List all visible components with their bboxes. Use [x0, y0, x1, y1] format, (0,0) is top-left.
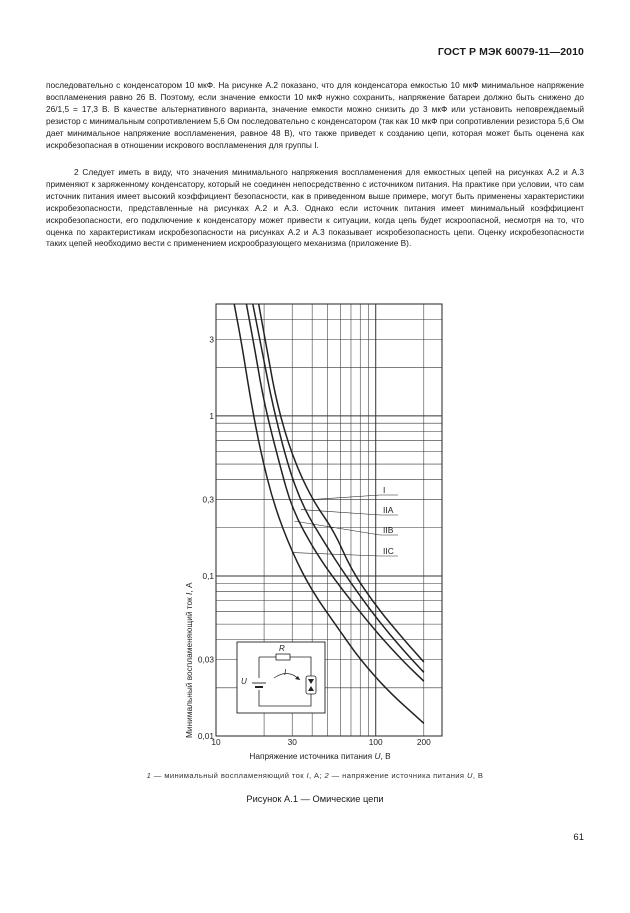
inset-resistor-label: R: [279, 644, 285, 653]
series-label-iib: IIB: [383, 525, 394, 535]
x-axis-title-suffix: , В: [380, 751, 391, 761]
series-label-i: I: [383, 485, 386, 495]
figure-legend-notes: [0, 771, 630, 780]
note-2-var: U: [466, 771, 473, 780]
x-tick-label: 100: [368, 737, 383, 747]
page-number: 61: [573, 832, 584, 843]
y-tick-label: 0,1: [202, 570, 214, 581]
document-code: ГОСТ Р МЭК 60079-11—2010: [437, 46, 584, 58]
inset-voltage-label: U: [241, 677, 247, 686]
y-axis-title-var: I: [184, 592, 194, 595]
y-tick-label: 3: [209, 334, 214, 345]
y-axis-title: [184, 582, 194, 738]
paragraph-2: 2 Следует иметь в виду, что значения минимального напряжения воспламенения для емкостных цепей на рисунках А.2 и А.3 применяют к заряженному конденсатору, который не соединен непосредственно с источником питания. На практике при условии, что сам источник питания имеет высокий коэффициент безопасности, как в приведенном выше примере, могут быть применены характеристики искробезопасности, представленные на рисунках А.2 и А.3. Однако если источник питания имеет минимальный коэффициент искробезопасности, его подключение к конденсатору может привести к ситуации, когда цепь будет искроопасной, несмотря на то, что оценка по характеристикам искробезопасности на рисунках А.2 и А.3 показывает искробезопасность цепи. Оценку искробезопасности таких цепей необходимо вести с применением искрообразующего механизма (приложение В).: [46, 167, 584, 249]
inset-current-label: I: [284, 668, 287, 677]
y-axis-title-prefix: Минимальный воспламеняющий ток: [184, 594, 194, 738]
y-axis-title-suffix: , А: [184, 582, 194, 593]
note-2-text: — напряжение источника питания: [329, 771, 467, 780]
paragraph-1: последовательно с конденсатором 10 мкФ. На рисунке А.2 показано, что для конденсатора емкостью 10 мкФ минимальное напряжение воспламенения равно 26 В. Поэтому, если значение емкости 10 мкФ нужно сохранить, напряжение батареи должно быть снижено до 26/1,5 = 17,3 В. В качестве альтернативного варианта, значение емкости можно снизить до 3 мкФ или установить неповреждаемый резистор с минимальным сопротивлением 5,6 Ом последовательно с конденсатором (так как 10 мкФ при сопротивлении резистора 5,6 Ом дает минимальное напряжение воспламенения, равное 48 В), что также приведет к созданию цепи, которая может быть оценена как искробезопасная в отношении искрового воспламенения для группы I.: [46, 80, 584, 150]
resistor-symbol: [276, 654, 290, 660]
series-leader-line: [294, 521, 380, 535]
note-2-unit: , В: [472, 771, 484, 780]
spark-gap-icon: [306, 676, 316, 694]
chart-series-labels: [292, 485, 398, 556]
y-tick-label: 0,01: [197, 731, 214, 741]
note-1-text: — минимальный воспламеняющий ток: [151, 771, 307, 780]
series-line-iia: [253, 304, 424, 672]
series-leader-line: [312, 495, 380, 500]
note-sep: , А;: [309, 771, 325, 780]
x-tick-label: 10: [211, 737, 221, 747]
series-label-iia: IIA: [383, 505, 394, 515]
y-tick-label: 1: [209, 410, 214, 421]
figure-title: Рисунок А.1 — Омические цепи: [246, 794, 384, 804]
ignition-current-chart: [180, 298, 450, 768]
series-line-i: [259, 304, 424, 662]
note-2-number: 2: [324, 771, 330, 780]
x-tick-label: 30: [287, 737, 297, 747]
series-label-iic: IIC: [383, 546, 394, 556]
note-1-var: I: [306, 771, 310, 780]
series-leader-line: [292, 553, 380, 556]
y-tick-label: 0,03: [197, 654, 214, 665]
x-axis-title-prefix: Напряжение источника питания: [249, 751, 375, 761]
x-axis-title-var: U: [374, 751, 381, 761]
y-tick-label: 0,3: [202, 494, 214, 505]
note-1-number: 1: [146, 771, 152, 780]
x-tick-label: 200: [416, 737, 431, 747]
svg-text:Минимальный воспламеняющий ток: [184, 582, 194, 738]
circuit-inset: [237, 642, 325, 713]
x-axis-title: [249, 751, 391, 761]
